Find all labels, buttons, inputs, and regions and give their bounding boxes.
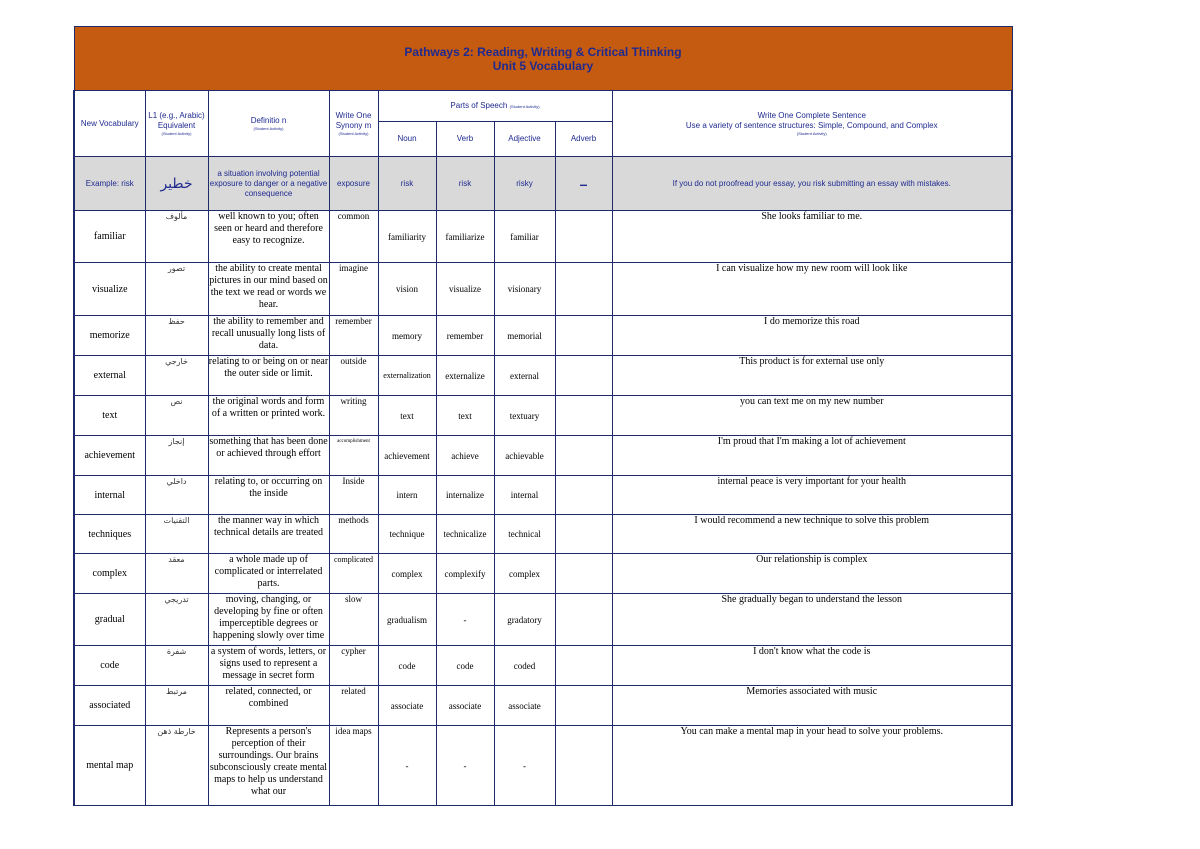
verb: externalize bbox=[436, 356, 494, 396]
header-parts-of-speech: Parts of Speech (Student Activity) bbox=[378, 91, 612, 122]
example-synonym: exposure bbox=[329, 157, 378, 211]
example-word: Example: risk bbox=[74, 157, 145, 211]
vocab-word: gradual bbox=[74, 594, 145, 646]
adjective: coded bbox=[494, 646, 555, 686]
sentence: you can text me on my new number bbox=[612, 396, 1012, 436]
adjective: achievable bbox=[494, 436, 555, 476]
sentence: Memories associated with music bbox=[612, 686, 1012, 726]
verb: - bbox=[436, 594, 494, 646]
l1-equivalent: تصور bbox=[145, 263, 208, 316]
table-row bbox=[74, 396, 1012, 436]
adverb bbox=[555, 396, 612, 436]
l1-equivalent: مرتبط bbox=[145, 686, 208, 726]
table-row bbox=[74, 436, 1012, 476]
definition: the original words and form of a written or printed work. bbox=[208, 396, 329, 436]
synonym: outside bbox=[329, 356, 378, 396]
table-row bbox=[74, 263, 1012, 316]
noun: associate bbox=[378, 686, 436, 726]
example-verb: risk bbox=[436, 157, 494, 211]
table-row bbox=[74, 726, 1012, 806]
definition: something that has been done or achieved through effort bbox=[208, 436, 329, 476]
synonym: related bbox=[329, 686, 378, 726]
vocabulary-table bbox=[73, 26, 1013, 806]
header-l1-note: (Student Activity) bbox=[161, 131, 192, 136]
table-row bbox=[74, 515, 1012, 554]
l1-equivalent: تدريجي bbox=[145, 594, 208, 646]
definition: a whole made up of complicated or interrelated parts. bbox=[208, 554, 329, 594]
synonym: imagine bbox=[329, 263, 378, 316]
verb: familiarize bbox=[436, 211, 494, 263]
vocabulary-rows bbox=[74, 211, 1012, 806]
header-sentence: Write One Complete Sentence Use a variety of sentence structures: Simple, Compound, and Complex (Student Activity) bbox=[612, 91, 1012, 157]
vocab-word: text bbox=[74, 396, 145, 436]
vocab-word: memorize bbox=[74, 316, 145, 356]
adverb bbox=[555, 263, 612, 316]
sentence: internal peace is very important for your health bbox=[612, 476, 1012, 515]
adjective: - bbox=[494, 726, 555, 806]
header-adverb: Adverb bbox=[555, 122, 612, 157]
definition: relating to or being on or near the outer side or limit. bbox=[208, 356, 329, 396]
table-row bbox=[74, 594, 1012, 646]
l1-equivalent: حفظ bbox=[145, 316, 208, 356]
adjective: technical bbox=[494, 515, 555, 554]
verb: code bbox=[436, 646, 494, 686]
verb: remember bbox=[436, 316, 494, 356]
vocab-word: achievement bbox=[74, 436, 145, 476]
vocab-word: external bbox=[74, 356, 145, 396]
verb: visualize bbox=[436, 263, 494, 316]
verb: associate bbox=[436, 686, 494, 726]
verb: achieve bbox=[436, 436, 494, 476]
example-row bbox=[74, 157, 1012, 211]
noun: achievement bbox=[378, 436, 436, 476]
definition: well known to you; often seen or heard and therefore easy to recognize. bbox=[208, 211, 329, 263]
adjective: memorial bbox=[494, 316, 555, 356]
sentence: I'm proud that I'm making a lot of achievement bbox=[612, 436, 1012, 476]
adverb bbox=[555, 211, 612, 263]
sentence: Our relationship is complex bbox=[612, 554, 1012, 594]
definition: Represents a person's perception of their surroundings. Our brains subconsciously create mental maps to help us understand what our bbox=[208, 726, 329, 806]
header-synonym-note: (Student Activity) bbox=[338, 131, 369, 136]
vocab-word: complex bbox=[74, 554, 145, 594]
noun: familiarity bbox=[378, 211, 436, 263]
adverb bbox=[555, 594, 612, 646]
synonym: writing bbox=[329, 396, 378, 436]
title-banner bbox=[74, 27, 1012, 91]
vocab-word: familiar bbox=[74, 211, 145, 263]
noun: gradualism bbox=[378, 594, 436, 646]
synonym: common bbox=[329, 211, 378, 263]
adjective: gradatory bbox=[494, 594, 555, 646]
noun: technique bbox=[378, 515, 436, 554]
sentence: I would recommend a new technique to solve this problem bbox=[612, 515, 1012, 554]
adjective: textuary bbox=[494, 396, 555, 436]
l1-equivalent: معقد bbox=[145, 554, 208, 594]
l1-equivalent: التقنيات bbox=[145, 515, 208, 554]
header-synonym: Write One Synony m (Student Activity) bbox=[329, 91, 378, 157]
table-row bbox=[74, 646, 1012, 686]
vocab-word: associated bbox=[74, 686, 145, 726]
adjective: complex bbox=[494, 554, 555, 594]
adverb bbox=[555, 726, 612, 806]
l1-equivalent: مألوف bbox=[145, 211, 208, 263]
synonym: slow bbox=[329, 594, 378, 646]
example-definition: a situation involving potential exposure to danger or a negative consequence bbox=[208, 157, 329, 211]
synonym: complicated bbox=[329, 554, 378, 594]
adjective: familiar bbox=[494, 211, 555, 263]
vocab-word: code bbox=[74, 646, 145, 686]
table-row bbox=[74, 356, 1012, 396]
verb: internalize bbox=[436, 476, 494, 515]
l1-equivalent: داخلي bbox=[145, 476, 208, 515]
vocab-word: visualize bbox=[74, 263, 145, 316]
header-l1: L1 (e.g., Arabic) Equivalent (Student Activity) bbox=[145, 91, 208, 157]
adverb bbox=[555, 646, 612, 686]
noun: complex bbox=[378, 554, 436, 594]
example-noun: risk bbox=[378, 157, 436, 211]
table-row bbox=[74, 686, 1012, 726]
verb: text bbox=[436, 396, 494, 436]
definition: relating to, or occurring on the inside bbox=[208, 476, 329, 515]
verb: - bbox=[436, 726, 494, 806]
definition: the manner way in which technical details are treated bbox=[208, 515, 329, 554]
definition: a system of words, letters, or signs used to represent a message in secret form bbox=[208, 646, 329, 686]
adjective: external bbox=[494, 356, 555, 396]
noun: text bbox=[378, 396, 436, 436]
adverb bbox=[555, 686, 612, 726]
vocab-word: mental map bbox=[74, 726, 145, 806]
adjective: visionary bbox=[494, 263, 555, 316]
table-row bbox=[74, 476, 1012, 515]
noun: code bbox=[378, 646, 436, 686]
adverb bbox=[555, 476, 612, 515]
synonym: Inside bbox=[329, 476, 378, 515]
vocab-word: techniques bbox=[74, 515, 145, 554]
adjective: internal bbox=[494, 476, 555, 515]
definition: the ability to remember and recall unusually long lists of data. bbox=[208, 316, 329, 356]
adverb bbox=[555, 515, 612, 554]
synonym: accomplishment bbox=[329, 436, 378, 476]
sentence: This product is for external use only bbox=[612, 356, 1012, 396]
header-new-vocabulary: New Vocabulary bbox=[74, 91, 145, 157]
sentence: You can make a mental map in your head to solve your problems. bbox=[612, 726, 1012, 806]
title-line-1: Pathways 2: Reading, Writing & Critical Thinking bbox=[404, 44, 682, 59]
noun: - bbox=[378, 726, 436, 806]
sentence: She gradually began to understand the lesson bbox=[612, 594, 1012, 646]
vocab-word: internal bbox=[74, 476, 145, 515]
definition: related, connected, or combined bbox=[208, 686, 329, 726]
l1-equivalent: شفرة bbox=[145, 646, 208, 686]
header-noun: Noun bbox=[378, 122, 436, 157]
noun: intern bbox=[378, 476, 436, 515]
adverb bbox=[555, 436, 612, 476]
header-definition-note: (Student Activity) bbox=[253, 126, 284, 131]
table-row bbox=[74, 211, 1012, 263]
header-verb: Verb bbox=[436, 122, 494, 157]
example-adjective: risky bbox=[494, 157, 555, 211]
adverb bbox=[555, 356, 612, 396]
header-adjective: Adjective bbox=[494, 122, 555, 157]
example-l1: خطير bbox=[145, 157, 208, 211]
sentence: I do memorize this road bbox=[612, 316, 1012, 356]
header-pos-note: (Student Activity) bbox=[509, 103, 540, 109]
table-row bbox=[74, 316, 1012, 356]
definition: moving, changing, or developing by fine or often imperceptible degrees or happening slowly over time bbox=[208, 594, 329, 646]
title-line-2: Unit 5 Vocabulary bbox=[492, 58, 594, 73]
synonym: cypher bbox=[329, 646, 378, 686]
adverb bbox=[555, 554, 612, 594]
noun: vision bbox=[378, 263, 436, 316]
definition: the ability to create mental pictures in our mind based on the text we read or words we hear. bbox=[208, 263, 329, 316]
synonym: methods bbox=[329, 515, 378, 554]
example-adverb: – bbox=[555, 157, 612, 211]
l1-equivalent: خارطة ذهن bbox=[145, 726, 208, 806]
l1-equivalent: نص bbox=[145, 396, 208, 436]
example-sentence: If you do not proofread your essay, you risk submitting an essay with mistakes. bbox=[612, 157, 1012, 211]
noun: memory bbox=[378, 316, 436, 356]
sentence: I can visualize how my new room will look like bbox=[612, 263, 1012, 316]
verb: technicalize bbox=[436, 515, 494, 554]
adverb bbox=[555, 316, 612, 356]
l1-equivalent: إنجاز bbox=[145, 436, 208, 476]
adjective: associate bbox=[494, 686, 555, 726]
l1-equivalent: خارجي bbox=[145, 356, 208, 396]
table-row bbox=[74, 554, 1012, 594]
sentence: She looks familiar to me. bbox=[612, 211, 1012, 263]
header-sentence-sub: Use a variety of sentence structures: Simple, Compound, and Complex bbox=[685, 121, 938, 130]
header-definition: Definitio n (Student Activity) bbox=[208, 91, 329, 157]
sentence: I don't know what the code is bbox=[612, 646, 1012, 686]
noun: externalization bbox=[378, 356, 436, 396]
synonym: idea maps bbox=[329, 726, 378, 806]
verb: complexify bbox=[436, 554, 494, 594]
header-sentence-note: (Student Activity) bbox=[796, 131, 827, 136]
synonym: remember bbox=[329, 316, 378, 356]
